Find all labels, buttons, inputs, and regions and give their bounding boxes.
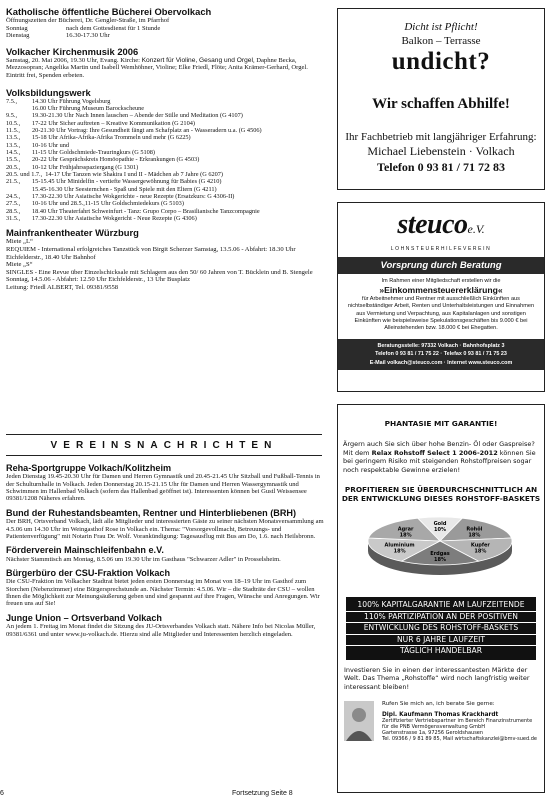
volksbildung-date: 28.5., xyxy=(6,207,21,215)
volksbildung-date: 10.5., xyxy=(6,119,21,127)
ad-balkon-phone: Telefon 0 93 81 / 71 72 83 xyxy=(377,160,505,174)
advisor-photo xyxy=(344,701,374,741)
steuco-subtitle: LOHNSTEUERHILFEVEREIN xyxy=(390,246,492,252)
kirchenmusik-text-c: , Daphne Becka, Mezzosopran; Angelika Martin und Isabell Wemhöhner, Violine; Elke Friedl, Flöte; Anita Krämer-Gerhard, Orgel. Eintritt frei, Spenden erbeten. xyxy=(6,56,308,79)
volksbildung-date: 24.5., xyxy=(6,193,21,201)
phantasie-outro: Investieren Sie in einen der interessantesten Märkte der Welt. Das Thema „Rohstoffe“ wird noch langfristig weiter interessant bleiben! xyxy=(344,665,530,691)
verein-title: Bund der Ruhestandsbeamten, Rentner und Hinterbliebenen (BRH) xyxy=(6,507,297,518)
volksbildung-date: 20.5., xyxy=(6,163,21,171)
verein-text: Die CSU-Fraktion im Volkacher Stadtrat bietet jeden ersten Donnerstag im Monat von 18–19 Uhr im Gasthof zum Storchen (Nebenzimmer) eine Bürgersprechstunde an. Nächster Termin: 4.5.06. Wir – die Stadträte der CSU – wollen Ihnen die Möglichkeit zur Meinungsäußerung geben und sind gespannt auf ihre Fragen, Wünsche und Anregungen. Wir freuen uns auf Sie! xyxy=(6,578,320,608)
pie-label: Rohöl xyxy=(466,526,483,533)
advisor-contact: Tel. 09366 / 9 81 89 85, Mail wirtschaftskanzlei@bmv-sued.de xyxy=(382,736,537,743)
volksbildung-date: 7.5., xyxy=(6,97,18,105)
pie-label: 18% xyxy=(399,532,412,539)
volksbildung-item xyxy=(6,171,324,178)
mainfranken-line: REQUIEM - International erfolgreiches Tanzstück von Birgit Scherzer Samstag, 13.5.06 - Abfahrt: 18.30 Uhr Eichfelderstr., 18.40 Uhr Bahnhof xyxy=(6,246,296,261)
volksbildung-item xyxy=(6,105,324,112)
ad-balkon xyxy=(337,8,545,190)
guarantee-line: ENTWICKLUNG DES ROHSTOFF-BASKETS xyxy=(346,623,536,635)
bibliothek-day: Sonntag xyxy=(6,24,28,32)
volksbildung-event: 15-18 Uhr Afrika-Afrika-Afrika Trommeln und mehr (G 6225) xyxy=(32,134,191,142)
mainfranken-line: SINGLES - Eine Revue über Einzelschicksale mit Schlagern aus den 50/ 60 Jahren von T. Bücklein und B. Stengele xyxy=(6,268,313,276)
volksbildung-date: 9.5., xyxy=(6,112,18,120)
volksbildung-item xyxy=(6,193,324,200)
verein-title: Förderverein Mainschleifenbahn e.V. xyxy=(6,545,164,556)
volksbildung-event: 14-17 Uhr Tanzen wie Shakira I und II - Mädchen ab 7 Jahre (G 6207) xyxy=(45,171,224,178)
steuco-logo-ev: e.V. xyxy=(467,222,485,236)
volksbildung-item xyxy=(6,112,324,119)
steuco-logo xyxy=(338,203,544,249)
volksbildung-event: 19.30-21.30 Uhr Nach Innen lauschen – Abende der Stille und Meditation (G 4107) xyxy=(32,112,243,120)
steuco-text-headline: »Einkommensteuererklärung« xyxy=(379,285,503,296)
steuco-text-intro: Im Rahmen einer Mitgliedschaft erstellen wir die xyxy=(381,278,501,284)
volksbildung-event: 14.30 Uhr Führung Vogelsburg xyxy=(32,97,111,105)
volksbildung-item xyxy=(6,149,324,156)
ad-balkon-line: Dicht ist Pflicht! xyxy=(404,21,478,33)
volksbildung-event: 20-21.30 Uhr Vortrag: Ihre Gesundheit fängt am Schafplatz an - Wasseradern u.a. (G 4506) xyxy=(32,126,262,134)
phantasie-intro xyxy=(338,428,544,474)
kirchenmusik-text-a: Samstag, 20. Mai 2006, 19.30 Uhr, Evang. Kirche: xyxy=(6,56,142,64)
pie-label: Gold xyxy=(433,521,447,528)
volksbildung-item xyxy=(6,215,324,222)
ad-balkon-headline: undicht? xyxy=(391,48,491,75)
pie-label: 18% xyxy=(434,556,446,563)
advisor-line: für die PNB Vermögensverwaltung GmbH xyxy=(382,724,485,731)
pie-svg xyxy=(338,507,543,589)
volksbildung-event: 10-16 Uhr und 28.5.,11-15 Uhr Goldschmiedekurs (G 5103) xyxy=(32,200,184,208)
volksbildung-title: Volksbildungswerk xyxy=(6,86,91,98)
verein-text: Der BRH, Ortsverband Volkach, lädt alle Mitglieder und interessierten Gäste zu seiner nächsten Monatsversammlung am 4.5.06 um 14.30 Uhr im Weingasthof Rose in Volkach ein. Thema: "Vorsorgevollmacht, Betreuungs- und Patientenverfügung" mit Notarin Frau Dr. Wolf. Vorankündigung: Tagesausflug mit Bus am Do, 1.6. nach Heilsbronn. xyxy=(6,518,324,540)
pie-label: 10% xyxy=(434,527,446,534)
ad-balkon-line: Ihr Fachbetrieb mit langjähriger Erfahrung: xyxy=(345,131,537,143)
ad-phantasie xyxy=(337,404,545,793)
volksbildung-item xyxy=(6,208,324,215)
guarantee-line: 100% KAPITALGARANTIE AM LAUFZEITENDE xyxy=(346,600,536,612)
steuco-text xyxy=(338,274,544,332)
vereine-column xyxy=(6,460,324,638)
volksbildung-date: 21.5., xyxy=(6,178,21,186)
volksbildung-date: 15.5., xyxy=(6,156,21,164)
rohstoff-pie-chart xyxy=(338,507,544,589)
mainfranken-line: Miete „L“ xyxy=(6,238,33,246)
ad-steuco xyxy=(337,202,545,392)
mainfranken-line: Leitung: Friedl ALBERT, Tel. 09381/9558 xyxy=(6,283,119,291)
volksbildung-date: 14.5., xyxy=(6,148,21,156)
volksbildung-list xyxy=(6,98,324,223)
contact-prompt: Rufen Sie mich an, ich berate Sie gerne: xyxy=(382,701,495,708)
volksbildung-event: 17-22 Uhr Sicher auftreten – Kreative Kommunikation (G 2104) xyxy=(32,119,195,127)
guarantee-line: NUR 6 JAHRE LAUFZEIT xyxy=(346,635,536,647)
pie-label: Aluminium xyxy=(384,542,415,549)
steuco-address: Beratungsstelle: 97332 Volkach · Bahnhofsplatz 3 xyxy=(377,343,505,350)
volksbildung-item xyxy=(6,127,324,134)
pie-label: 18% xyxy=(474,548,487,555)
advisor-address: Gartenstrasse 1a, 97256 Geroldshausen xyxy=(382,730,484,737)
volksbildung-date xyxy=(6,105,32,112)
volksbildung-date: 27.5., xyxy=(6,200,21,208)
volksbildung-date xyxy=(6,186,32,193)
mainfranken-title: Mainfrankentheater Würzburg xyxy=(6,227,139,239)
steuco-email: E-Mail volkach@steuco.com · Internet www.steuco.com xyxy=(369,359,513,366)
bibliothek-time: 16.30-17.30 Uhr xyxy=(66,32,110,40)
kirchenmusik-highlight: Konzert für Violine, Gesang und Orgel xyxy=(141,56,253,64)
volksbildung-date: 13.5., xyxy=(6,134,21,142)
steuco-phone: Telefon 0 93 81 / 71 75 22 · Telefax 0 93 81 / 71 75 23 xyxy=(375,351,507,358)
phantasie-subtitle: PROFITIEREN SIE ÜBERDURCHSCHNITTLICH AN DER ENTWICKLUNG DIESES ROHSTOFF-BASKETS xyxy=(341,485,541,503)
advisor-line: Zertifizierter Vertriebspartner im Bereich Finanzinstrumente xyxy=(382,717,533,724)
steuco-text-body: für Arbeitnehmer und Rentner mit ausschließlich Einkünften aus nichtselbständiger Arbeit, Renten und Unterhaltsleistungen und Einnahmen aus Vermietung und Verpachtung, aus Kapitalanlagen und sonstigen Einkünften wie beispielsweise Spekulationsgeschäften bis 9.000 € bei Alleinstehenden bzw. 18.000 € bei Ehegatten. xyxy=(347,296,535,332)
guarantee-line: 110% PARTIZIPATION AN DER POSITIVEN xyxy=(346,612,536,624)
volksbildung-date: 20.5. und 1.7., xyxy=(6,171,43,178)
volksbildung-event: 17.30-22.30 Uhr Asiatische Wokgericht - Neue Rezepte (G 4306) xyxy=(32,215,197,223)
volksbildung-event: 11-15 Uhr Goldschmiede-Trauringkurs (G 5108) xyxy=(32,148,156,156)
volksbildung-event: 16.00 Uhr Führung Museum Barockscheune xyxy=(32,104,145,112)
verein-title: Reha-Sportgruppe Volkach/Kolitzheim xyxy=(6,463,172,473)
bibliothek-day: Dienstag xyxy=(6,32,30,40)
bibliothek-time: nach dem Gottesdienst für 1 Stunde xyxy=(66,24,161,32)
volksbildung-item xyxy=(6,120,324,127)
mainfranken-line: Sonntag, 14.5.06 - Abfahrt: 12.50 Uhr Eichfelderstr., 13 Uhr Busplatz xyxy=(6,276,191,284)
volksbildung-item xyxy=(6,178,324,185)
volksbildung-item xyxy=(6,134,324,141)
volksbildung-event: 10-12 Uhr Frühjahrsspaziergang (G 1301) xyxy=(32,163,139,171)
contact-block xyxy=(338,701,544,742)
verein-title: Junge Union – Ortsverband Volkach xyxy=(6,612,162,623)
vereinsnachrichten-header: VEREINSNACHRICHTEN xyxy=(6,434,322,456)
pie-label: Agrar xyxy=(397,526,414,533)
phantasie-intro-c: können Sie bei geringem Risiko mit steigenden Rohstoffpreisen sogar noch respektable Gewinne erzielen! xyxy=(343,448,536,474)
kirchenmusik-text xyxy=(6,57,324,80)
volksbildung-item xyxy=(6,98,324,105)
continued-note: Fortsetzung Seite 8 xyxy=(232,790,293,797)
left-column xyxy=(6,2,324,292)
volksbildung-event: 15-15.45 Uhr Minidelfin - vertiefte Wassergewöhnung für Babies (G 4210) xyxy=(32,178,222,186)
ad-balkon-company: Michael Liebenstein · Volkach xyxy=(367,144,515,158)
mainfranken-list xyxy=(6,238,324,291)
volksbildung-item xyxy=(6,200,324,207)
pie-label: Erdgas xyxy=(430,550,450,557)
steuco-band: Vorsprung durch Beratung xyxy=(338,257,544,274)
phantasie-intro-a: Ärgern auch Sie sich über hohe Benzin- Öl oder Gaspreise? Mit dem xyxy=(343,440,535,457)
ad-balkon-slogan: Wir schaffen Abhilfe! xyxy=(372,96,510,112)
volksbildung-item xyxy=(6,142,324,149)
volksbildung-event: 17.30-22.30 Uhr Asiatische Wokgerichte - neue Rezepte (Ersatzkurs: G 4306-II) xyxy=(32,193,235,201)
person-icon xyxy=(344,701,374,741)
advisor-info xyxy=(374,701,537,742)
volksbildung-event: 10-16 Uhr und xyxy=(32,141,70,149)
volksbildung-item xyxy=(6,164,324,171)
bibliothek-title: Katholische öffentliche Bücherei Obervolkach xyxy=(6,6,212,17)
volksbildung-event: 15.45-16.30 Uhr Seesternchen - Spaß und Spiele mit den Eltern (G 4211) xyxy=(32,185,217,193)
volksbildung-date: 13.5., xyxy=(6,141,21,149)
guarantee-line: TÄGLICH HANDELBAR xyxy=(399,646,483,656)
page-number: 6 xyxy=(0,790,4,797)
pie-label: Kupfer xyxy=(470,542,490,549)
guarantee-box xyxy=(346,597,536,660)
pie-label: 18% xyxy=(468,532,481,539)
phantasie-title: PHANTASIE MIT GARANTIE! xyxy=(384,419,498,428)
volksbildung-date: 31.5., xyxy=(6,215,21,223)
steuco-logo-word: steuco xyxy=(397,209,468,240)
phantasie-product: Relax Rohstoff Select 1 2006-2012 xyxy=(371,448,498,457)
verein-title: Bürgerbüro der CSU-Fraktion Volkach xyxy=(6,567,171,578)
ad-balkon-line: Balkon – Terrasse xyxy=(401,35,481,47)
volksbildung-item xyxy=(6,186,324,193)
steuco-footer xyxy=(338,339,544,370)
verein-text: Jeden Dienstag 19.45-20.30 Uhr für Damen und Herren Gymnastik und 20.45-21.45 Uhr Sitzball und Fußball-Tennis in der Schulturnhalle in Volkach. Jeden Donnerstag 20.15-21.15 Uhr für Damen und Herren Wassergymnastik und Schwimmen im Hallenbad Volkach (sofern das Hallenbad geöffnet ist). Interessenten können bei Gustl Weissensee 09381/1208 Näheres erfahren. xyxy=(6,473,320,503)
mainfranken-line: Miete „S“ xyxy=(6,261,33,269)
pie-label: 18% xyxy=(393,548,406,555)
volksbildung-item xyxy=(6,156,324,163)
bibliothek-line: Öffnungszeiten der Bücherei, Dr. Gengler-Straße, im Pfarrhof xyxy=(6,17,170,24)
volksbildung-event: 18.40 Uhr Theaterfahrt Schweinfurt - Tanz: Grupo Corpo – Brasilianische Tanzcompagnie xyxy=(32,207,260,215)
advisor-name: Dipl. Kaufmann Thomas Krackhardt xyxy=(382,711,499,718)
volksbildung-date: 11.5., xyxy=(6,126,20,134)
verein-text: An jedem 1. Freitag im Monat findet die Sitzung des JU-Ortsverbandes Volkach statt. Nähere Info bei Nicolas Müller, 09381/6361 und unter www.ju-volkach.de. Hierzu sind alle Mitglieder und Interessenten herzlich eingeladen. xyxy=(6,623,316,638)
kirchenmusik-title: Volkacher Kirchenmusik 2006 xyxy=(6,45,139,57)
volksbildung-event: 20-22 Uhr Gesprächskreis Homöopathie - Erkrankungen (G 4503) xyxy=(32,156,200,164)
verein-text: Nächster Stammtisch am Montag, 8.5.06 um 19.30 Uhr im Gasthaus "Schwarzer Adler" in Prosselsheim. xyxy=(6,555,281,563)
